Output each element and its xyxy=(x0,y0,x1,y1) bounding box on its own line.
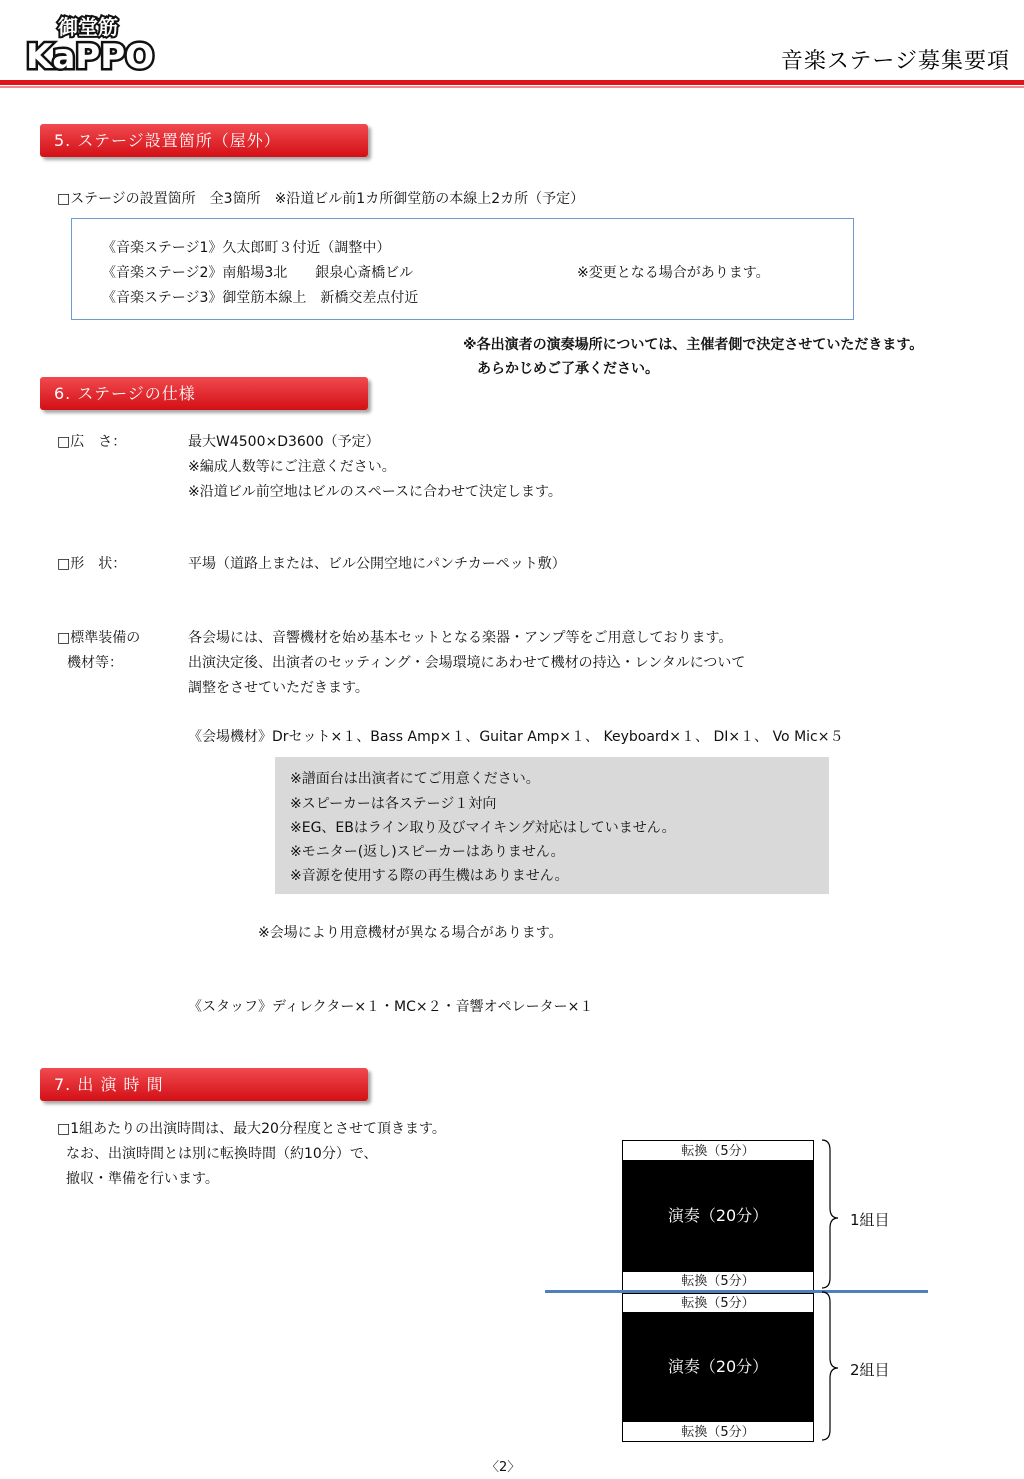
schedule-perform-2: 演奏（20分） xyxy=(622,1313,814,1421)
stage-2: 《音楽ステージ2》南船場3北 銀泉心斎橋ビル xyxy=(102,265,414,281)
notice-line-1: ※各出演者の演奏場所については、主催者側で決定させていただきます。 xyxy=(463,337,924,353)
equip-list: 《会場機材》Drセット×１、Bass Amp×１、Guitar Amp×１、 Keyboard×１、 DI×１、 Vo Mic×５ xyxy=(188,729,844,745)
gray-note-5: ※音源を使用する際の再生機はありません。 xyxy=(290,868,569,884)
section6-heading: 6. ステージの仕様 xyxy=(40,377,368,410)
schedule-change-1b: 転換（5分） xyxy=(622,1271,814,1291)
equip-line-1: 各会場には、音響機材を始め基本セットとなる楽器・アンプ等をご用意しております。 xyxy=(188,630,733,646)
schedule-change-2b: 転換（5分） xyxy=(622,1421,814,1442)
kappo-logo xyxy=(24,10,156,74)
size-line-1: 最大W4500×D3600（予定） xyxy=(188,434,380,450)
equip-line-3: 調整をさせていただきます。 xyxy=(188,680,369,696)
stage-3: 《音楽ステージ3》御堂筋本線上 新橋交差点付近 xyxy=(102,290,419,306)
gray-note-2: ※スピーカーは各ステージ１対向 xyxy=(290,796,497,812)
brace-group-1 xyxy=(822,1140,838,1288)
shape-text: 平場（道路上または、ビル公開空地にパンチカーペット敷） xyxy=(188,556,566,572)
gray-note-4: ※モニター(返し)スピーカーはありません。 xyxy=(290,844,565,860)
time-line-1: □1組あたりの出演時間は、最大20分程度とさせて頂きます。 xyxy=(57,1121,446,1137)
size-label: □広 さ： xyxy=(57,434,127,450)
change-note: ※変更となる場合があります。 xyxy=(577,265,770,281)
gray-note-3: ※EG、EBはライン取り及びマイキング対応はしていません。 xyxy=(290,820,676,836)
section5-intro: □ステージの設置箇所 全3箇所 ※沿道ビル前1カ所御堂筋の本線上2カ所（予定） xyxy=(57,191,585,207)
shape-label: □形 状： xyxy=(57,556,127,572)
section7-heading: 7. 出 演 時 間 xyxy=(40,1068,368,1101)
stage-1: 《音楽ステージ1》久太郎町３付近（調整中） xyxy=(102,240,391,256)
section5-heading: 5. ステージ設置箇所（屋外） xyxy=(40,124,368,157)
schedule-divider-line xyxy=(545,1290,928,1293)
equip-line-2: 出演決定後、出演者のセッティング・会場環境にあわせて機材の持込・レンタルについて xyxy=(188,655,746,671)
equip-label-2: 機材等： xyxy=(67,655,123,671)
logo-main-text: KaPPO xyxy=(26,37,155,74)
time-line-2: なお、出演時間とは別に転換時間（約10分）で、 xyxy=(66,1146,378,1162)
header-divider-accent xyxy=(0,86,1024,88)
size-line-2: ※編成人数等にご注意ください。 xyxy=(188,459,396,475)
notice-line-2: あらかじめご了承ください。 xyxy=(477,361,659,377)
equip-label-1: □標準装備の xyxy=(57,630,141,646)
logo-top-text: 御堂筋 xyxy=(58,15,118,39)
schedule-perform-1: 演奏（20分） xyxy=(622,1161,814,1271)
size-line-3: ※沿道ビル前空地はビルのスペースに合わせて決定します。 xyxy=(188,484,562,500)
header-divider xyxy=(0,80,1024,85)
document-title: 音楽ステージ募集要項 xyxy=(780,49,1010,74)
page-number: 〈2〉 xyxy=(486,1460,521,1475)
group-1-label: 1組目 xyxy=(850,1211,890,1229)
group-2-label: 2組目 xyxy=(850,1361,890,1379)
venue-note: ※会場により用意機材が異なる場合があります。 xyxy=(258,925,563,941)
schedule-change-1a: 転換（5分） xyxy=(622,1140,814,1161)
brace-group-2 xyxy=(822,1292,838,1440)
staff-list: 《スタッフ》ディレクター×１・MC×２・音響オペレーター×１ xyxy=(188,999,594,1015)
gray-note-1: ※譜面台は出演者にてご用意ください。 xyxy=(290,771,540,787)
schedule-braces xyxy=(820,1138,844,1444)
schedule-change-2a: 転換（5分） xyxy=(622,1293,814,1313)
time-line-3: 撤収・準備を行います。 xyxy=(66,1171,219,1187)
